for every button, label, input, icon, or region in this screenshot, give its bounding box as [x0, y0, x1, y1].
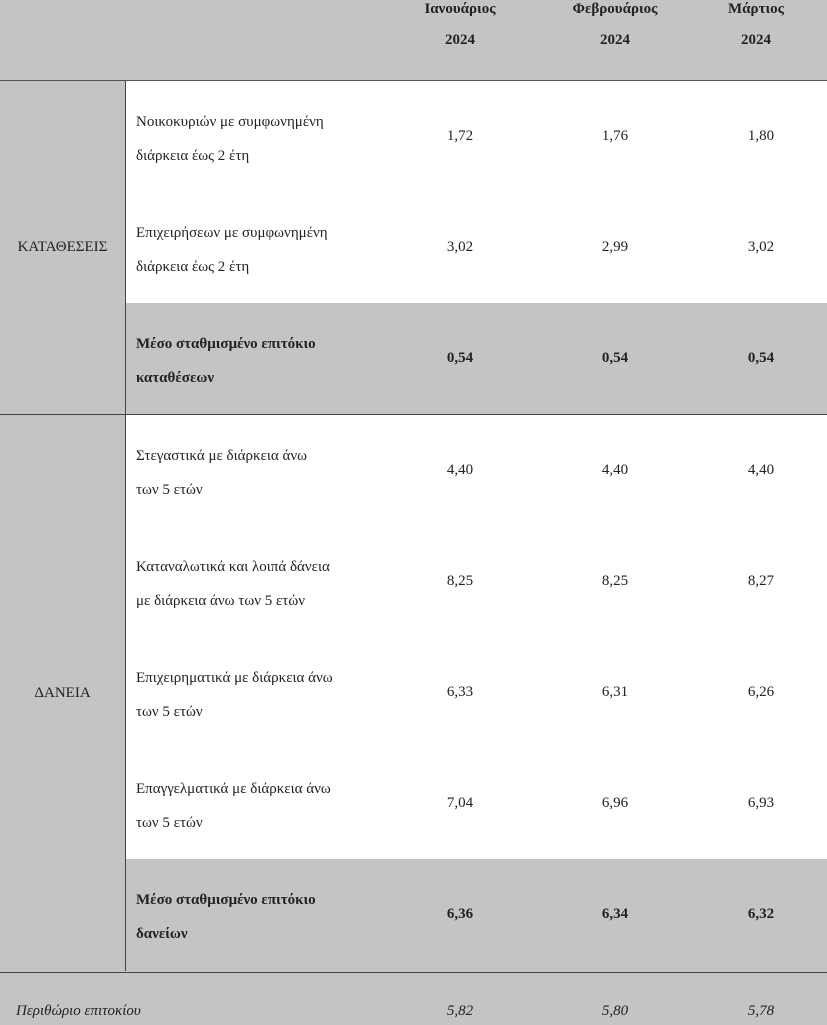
cell-mar: 4,40: [747, 462, 775, 478]
table-row: [126, 192, 827, 304]
row-desc-line: των 5 ετών: [136, 482, 203, 498]
header-month: Μάρτιος: [728, 1, 784, 17]
footer-cell-jan: 5,82: [446, 1003, 474, 1019]
row-description: [136, 883, 386, 951]
cell-feb: 6,96: [601, 795, 629, 811]
row-desc-line: με διάρκεια άνω των 5 ετών: [136, 593, 305, 609]
row-desc-line: διάρκεια έως 2 έτη: [136, 148, 250, 164]
row-desc-line: καταθέσεων: [136, 370, 215, 386]
section-deposits: [0, 81, 126, 415]
row-description: [136, 105, 386, 173]
row-description: [136, 439, 386, 507]
row-description: [136, 327, 386, 395]
table-row: [126, 526, 827, 638]
cell-jan: 6,36: [446, 906, 474, 922]
table-row: [126, 415, 827, 527]
table-row-summary: [126, 303, 827, 415]
row-desc-line: διάρκεια έως 2 έτη: [136, 259, 250, 275]
table-row: [126, 637, 827, 749]
row-desc-line: των 5 ετών: [136, 815, 203, 831]
row-desc-line: Μέσο σταθμισμένο επιτόκιο: [136, 892, 316, 908]
table-row: [126, 81, 827, 193]
row-desc-line: Καταναλωτικά και λοιπά δάνεια: [136, 559, 330, 575]
cell-jan: 8,25: [446, 573, 474, 589]
header-year: 2024: [741, 32, 771, 48]
cell-mar: 3,02: [747, 239, 775, 255]
cell-jan: 4,40: [446, 462, 474, 478]
header-col-mar: [671, 0, 827, 56]
header-year: 2024: [600, 32, 630, 48]
cell-mar: 6,32: [747, 906, 775, 922]
footer-row: [0, 972, 827, 1025]
row-desc-line: δανείων: [136, 926, 188, 942]
cell-feb: 1,76: [601, 128, 629, 144]
cell-jan: 0,54: [446, 350, 474, 366]
cell-feb: 2,99: [601, 239, 629, 255]
header-col-jan: [375, 0, 545, 56]
row-description: [136, 772, 386, 840]
cell-mar: 6,93: [747, 795, 775, 811]
row-desc-line: των 5 ετών: [136, 704, 203, 720]
cell-feb: 6,31: [601, 684, 629, 700]
section-label: ΚΑΤΑΘΕΣΕΙΣ: [17, 239, 108, 255]
row-desc-line: Στεγαστικά με διάρκεια άνω: [136, 448, 308, 464]
table-header: [0, 0, 827, 81]
cell-mar: 8,27: [747, 573, 775, 589]
cell-feb: 4,40: [601, 462, 629, 478]
cell-mar: 6,26: [747, 684, 775, 700]
footer-cell-feb: 5,80: [601, 1003, 629, 1019]
row-desc-line: Επιχειρήσεων με συμφωνημένη: [136, 225, 328, 241]
header-year: 2024: [445, 32, 475, 48]
row-description: [136, 216, 386, 284]
row-description: [136, 550, 386, 618]
row-description: [136, 661, 386, 729]
cell-feb: 8,25: [601, 573, 629, 589]
table-row-summary: [126, 859, 827, 971]
cell-feb: 6,34: [601, 906, 629, 922]
cell-jan: 1,72: [446, 128, 474, 144]
table-row: [126, 748, 827, 860]
section-loans: [0, 415, 126, 971]
footer-cell-mar: 5,78: [747, 1003, 775, 1019]
row-desc-line: Επιχειρηματικά με διάρκεια άνω: [136, 670, 333, 686]
cell-feb: 0,54: [601, 350, 629, 366]
header-month: Ιανουάριος: [424, 1, 496, 17]
cell-jan: 7,04: [446, 795, 474, 811]
cell-mar: 1,80: [747, 128, 775, 144]
header-month: Φεβρουάριος: [572, 1, 658, 17]
cell-jan: 3,02: [446, 239, 474, 255]
cell-jan: 6,33: [446, 684, 474, 700]
row-desc-line: Μέσο σταθμισμένο επιτόκιο: [136, 336, 316, 352]
row-desc-line: Επαγγελματικά με διάρκεια άνω: [136, 781, 331, 797]
footer-label: Περιθώριο επιτοκίου: [16, 1003, 141, 1019]
section-label: ΔΑΝΕΙΑ: [34, 684, 91, 701]
row-desc-line: Νοικοκυριών με συμφωνημένη: [136, 114, 324, 130]
cell-mar: 0,54: [747, 350, 775, 366]
